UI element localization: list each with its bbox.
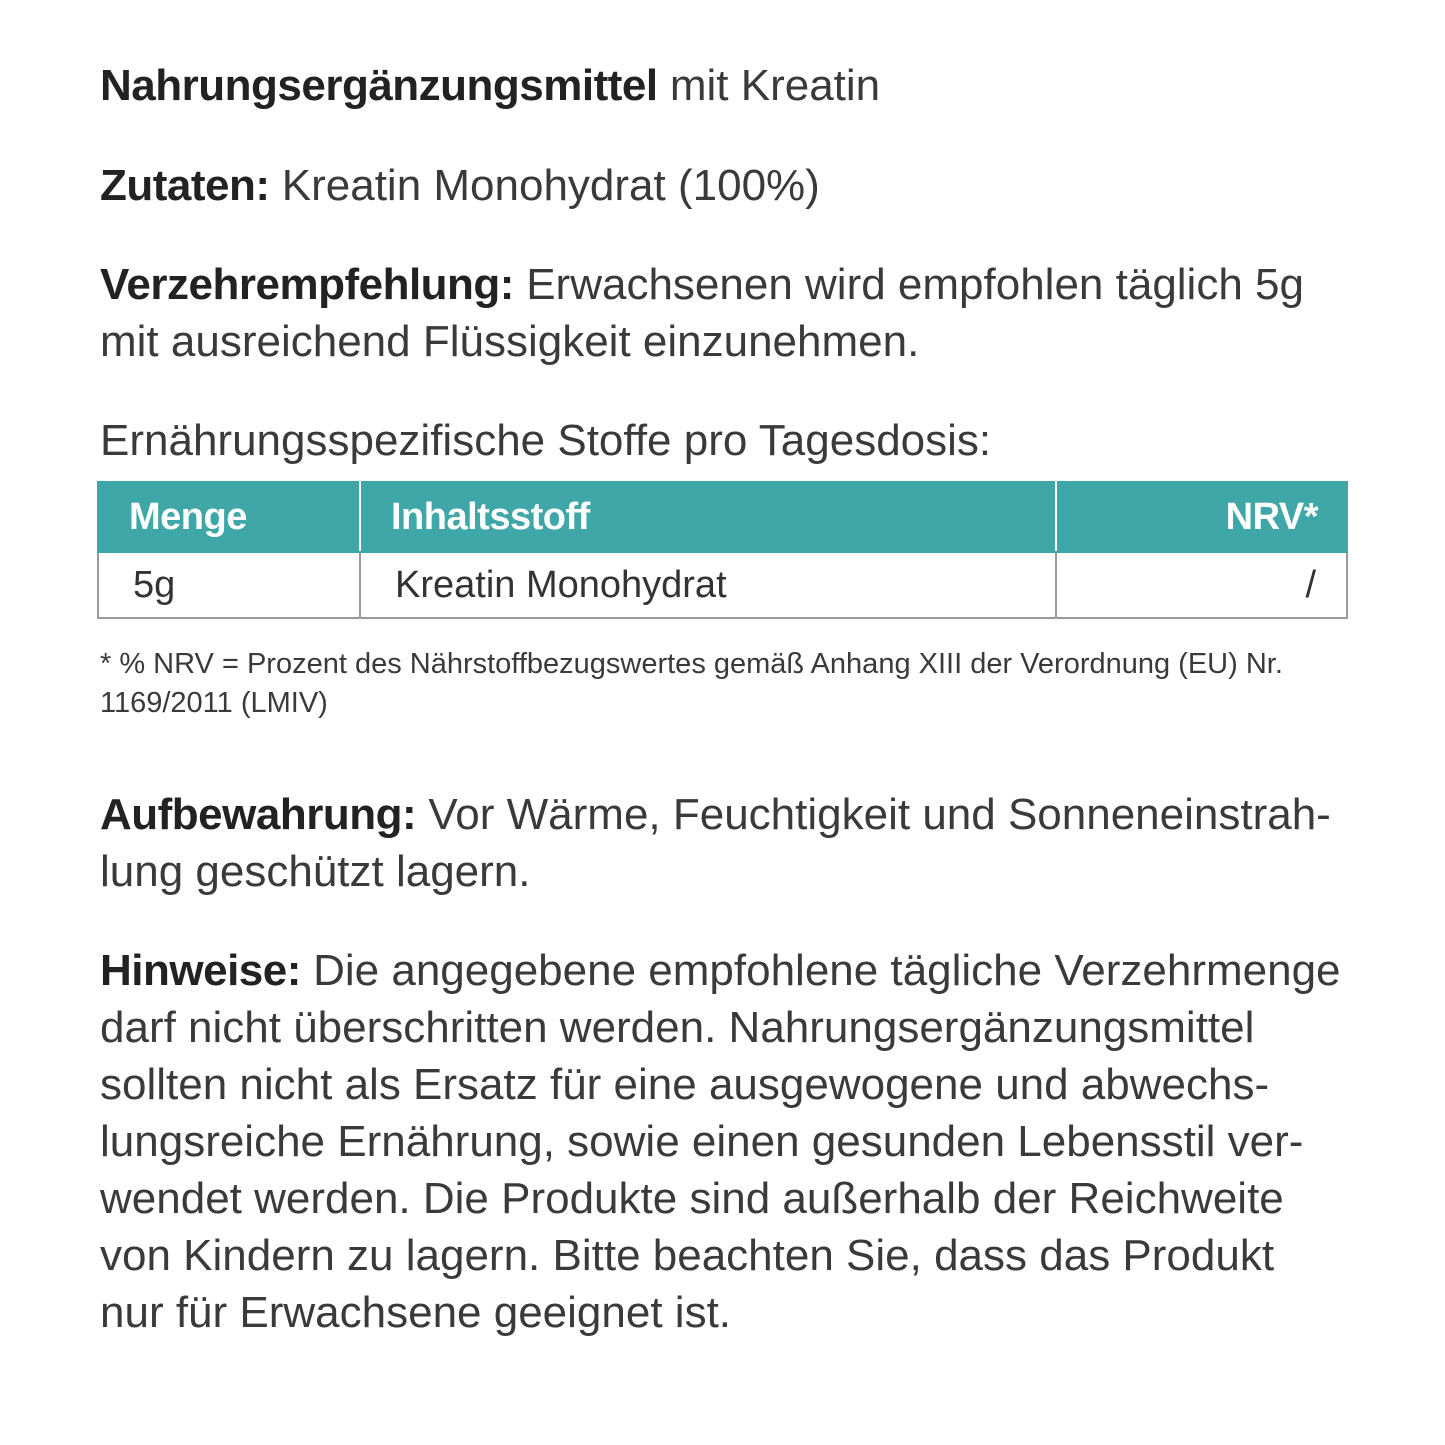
storage-label: Aufbewahrung:: [100, 790, 417, 839]
product-title-rest: mit Kreatin: [657, 61, 881, 110]
dosage-line-1: [100, 256, 1330, 313]
nutrients-heading: Ernährungsspezifische Stoffe pro Tagesdosis:: [100, 416, 992, 465]
ingredients-label: Zutaten:: [100, 161, 270, 210]
notes-line-1: [100, 942, 1341, 999]
storage-line-2: lung geschützt lagern.: [100, 847, 531, 896]
footnote-line-2: 1169/2011 (LMIV): [100, 687, 328, 719]
cell-inhaltsstoff: Kreatin Monohydrat: [360, 552, 1056, 618]
header-nrv: NRV*: [1056, 482, 1347, 552]
table-header-row: [98, 482, 1347, 552]
storage-line-1: [100, 786, 1330, 843]
notes-line-2: darf nicht überschritten werden. Nahrungsergänzungsmittel: [100, 1003, 1255, 1052]
dosage-line-2: mit ausreichend Flüssigkeit einzunehmen.: [100, 317, 920, 366]
notes-text-1: Die angegebene empfohlene tägliche Verzehrmenge: [300, 946, 1341, 995]
nutrition-table: [97, 481, 1348, 619]
notes-label: Hinweise:: [100, 946, 301, 995]
notes-section: [100, 942, 1341, 1341]
cell-nrv: /: [1056, 552, 1347, 618]
nrv-footnote: [100, 645, 1340, 723]
ingredients-text: Kreatin Monohydrat (100%): [269, 161, 820, 210]
dosage-label: Verzehrempfehlung:: [100, 260, 514, 309]
notes-line-3: sollten nicht als Ersatz für eine ausgewogene und abwechs-: [100, 1060, 1270, 1109]
header-menge: Menge: [98, 482, 360, 552]
dosage-recommendation-section: [100, 256, 1330, 370]
notes-line-5: wendet werden. Die Produkte sind außerhalb der Reichweite: [100, 1174, 1284, 1223]
storage-text-1: Vor Wärme, Feuchtigkeit und Sonneneinstrah-: [416, 790, 1331, 839]
notes-line-7: nur für Erwachsene geeignet ist.: [100, 1288, 732, 1337]
cell-menge: 5g: [98, 552, 360, 618]
product-title-bold: Nahrungsergänzungsmittel: [100, 61, 658, 110]
ingredients-section: [100, 157, 1330, 214]
dosage-text-1: Erwachsenen wird empfohlen täglich 5g: [513, 260, 1304, 309]
footnote-line-1: * % NRV = Prozent des Nährstoffbezugswertes gemäß Anhang XIII der Verordnung (EU) Nr.: [100, 648, 1283, 680]
table-row: [98, 552, 1347, 618]
notes-line-4: lungsreiche Ernährung, sowie einen gesunden Lebensstil ver-: [100, 1117, 1304, 1166]
storage-section: [100, 786, 1330, 900]
header-inhaltsstoff: Inhaltsstoff: [360, 482, 1056, 552]
notes-line-6: von Kindern zu lagern. Bitte beachten Sie, dass das Produkt: [100, 1231, 1275, 1280]
product-title: [100, 57, 1330, 114]
